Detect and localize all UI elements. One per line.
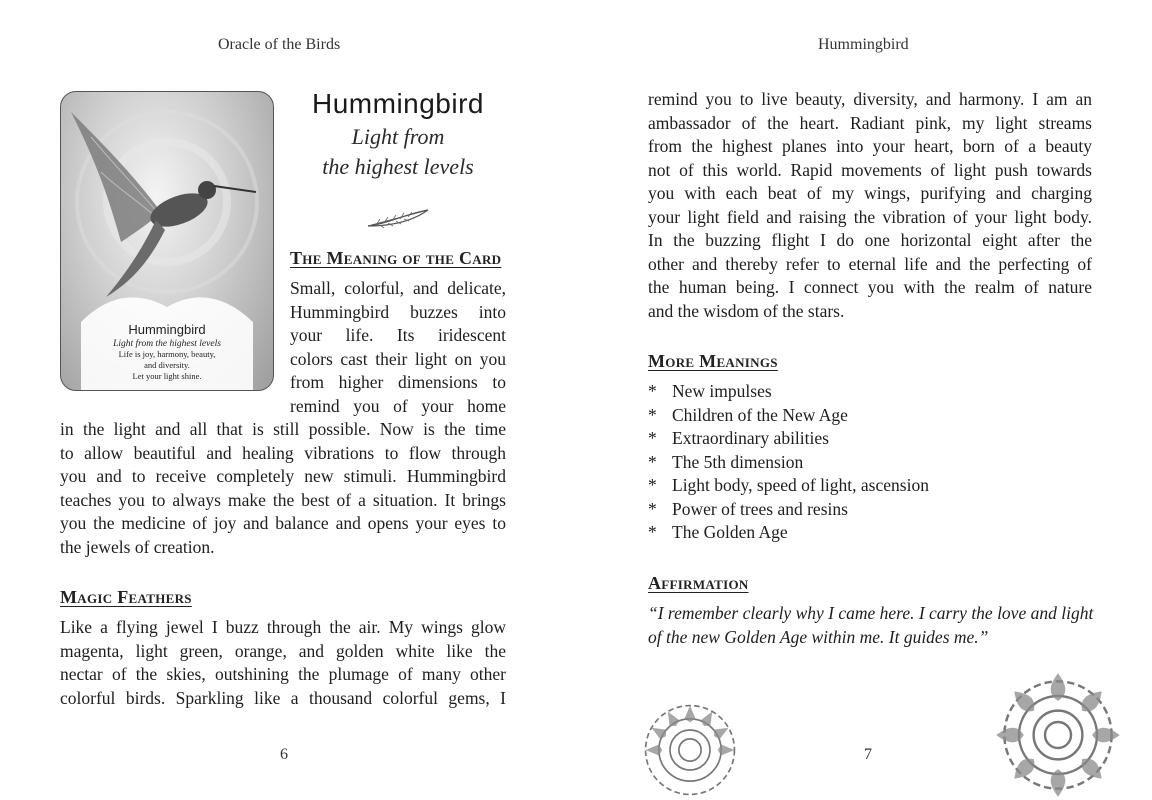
- card-text-line: Let your light shine.: [132, 371, 202, 381]
- meaning-paragraph-top: [290, 277, 506, 418]
- page-subtitle-line: the highest levels: [322, 154, 474, 179]
- card-text-line: and diversity.: [144, 360, 190, 370]
- list-item: * The 5th dimension: [648, 451, 929, 475]
- text-line: Hummingbird buzzes into: [290, 301, 506, 322]
- list-item: * Power of trees and resins: [648, 498, 929, 522]
- text-line: “I remember clearly why I came here. I carry the love and light: [648, 603, 1094, 623]
- section-heading-more-meanings: More Meanings: [648, 351, 778, 371]
- magic-feathers-paragraph: [60, 616, 506, 710]
- feather-icon: [366, 208, 430, 230]
- text-line: remind you to live beauty, diversity, and harmony. I am an: [648, 89, 1092, 109]
- text-line: Small, colorful, and delicate,: [290, 278, 506, 298]
- text-line: the human being. I connect you with the realm of nature: [648, 277, 1092, 297]
- list-item: * New impulses: [648, 380, 929, 404]
- list-item: * Extraordinary abilities: [648, 427, 929, 451]
- page-subtitle-line: Light from: [351, 124, 445, 149]
- card-caption: [67, 322, 267, 382]
- page-title: Hummingbird: [312, 88, 484, 119]
- text-line: ambassador of the heart. Radiant pink, my light streams: [648, 112, 1092, 133]
- card-text-line: Life is joy, harmony, beauty,: [118, 349, 216, 359]
- section-heading-magic-feathers: Magic Feathers: [60, 587, 192, 607]
- text-line: nectar of the skies, outshining the plumage of many other: [60, 664, 506, 684]
- text-line: other and thereby refer to eternal life and the perfecting of: [648, 253, 1092, 274]
- text-line: you with each beat of my wings, purifying and charging: [648, 183, 1092, 203]
- card-title-block: [290, 88, 506, 180]
- affirmation-text: [648, 602, 1093, 649]
- text-line: teaches you to always make the best of a situation. It brings: [60, 489, 506, 510]
- bullet-icon: *: [648, 522, 657, 542]
- text-line: colorful birds. Sparkling like a thousand colorful gems, I: [60, 687, 506, 708]
- card-subtitle: Light from the highest levels: [113, 339, 221, 349]
- bullet-icon: *: [648, 381, 657, 401]
- text-line: In the buzzing flight I do one horizontal eight after the: [648, 230, 1092, 250]
- bullet-icon: *: [648, 428, 657, 448]
- text-line: magenta, light green, orange, and golden white like the: [60, 640, 506, 661]
- text-line: not of this world. Rapid movements of light push towards: [648, 159, 1092, 180]
- text-line: of the new Golden Age within me. It guides me.”: [648, 626, 989, 647]
- text-line: from the highest planes into your heart, born of a beauty: [648, 136, 1092, 156]
- text-line: colors cast their light on you: [290, 348, 506, 369]
- running-head-left: Oracle of the Birds: [218, 36, 341, 53]
- bullet-icon: *: [648, 498, 657, 519]
- list-item: * The Golden Age: [648, 521, 929, 545]
- mandala-icon: [978, 670, 1138, 800]
- text-line: your life. Its iridescent: [290, 325, 506, 345]
- bullet-icon: *: [648, 404, 657, 425]
- text-line: the jewels of creation.: [60, 536, 215, 557]
- text-line: your light field and raising the vibration of your light body.: [648, 206, 1092, 227]
- text-line: from higher dimensions to: [290, 372, 506, 392]
- text-line: you and to receive completely new stimuli. Hummingbird: [60, 466, 506, 486]
- bullet-icon: *: [648, 475, 657, 495]
- oracle-card-image: [60, 91, 274, 391]
- text-line: Like a flying jewel I buzz through the air. My wings glow: [60, 617, 506, 637]
- page-number-left: 6: [280, 746, 288, 763]
- bullet-icon: *: [648, 451, 657, 472]
- meaning-paragraph-bottom: [60, 418, 506, 559]
- text-line: and the wisdom of the stars.: [648, 300, 845, 321]
- mandala-icon: [600, 700, 780, 800]
- text-line: remind you of your home: [290, 395, 506, 416]
- section-heading-meaning: The Meaning of the Card: [290, 248, 502, 268]
- section-heading-affirmation: Affirmation: [648, 573, 749, 593]
- list-item: * Children of the New Age: [648, 404, 929, 428]
- card-title: Hummingbird: [128, 322, 206, 337]
- list-item: * Light body, speed of light, ascension: [648, 474, 929, 498]
- running-head-right: Hummingbird: [818, 36, 909, 53]
- text-line: you the medicine of joy and balance and opens your eyes to: [60, 513, 506, 533]
- text-line: in the light and all that is still possible. Now is the time: [60, 419, 506, 439]
- page-number-right: 7: [864, 746, 872, 763]
- more-meanings-list: [648, 380, 929, 545]
- continued-paragraph: [648, 88, 1092, 323]
- text-line: to allow beautiful and healing vibrations to flow through: [60, 442, 506, 463]
